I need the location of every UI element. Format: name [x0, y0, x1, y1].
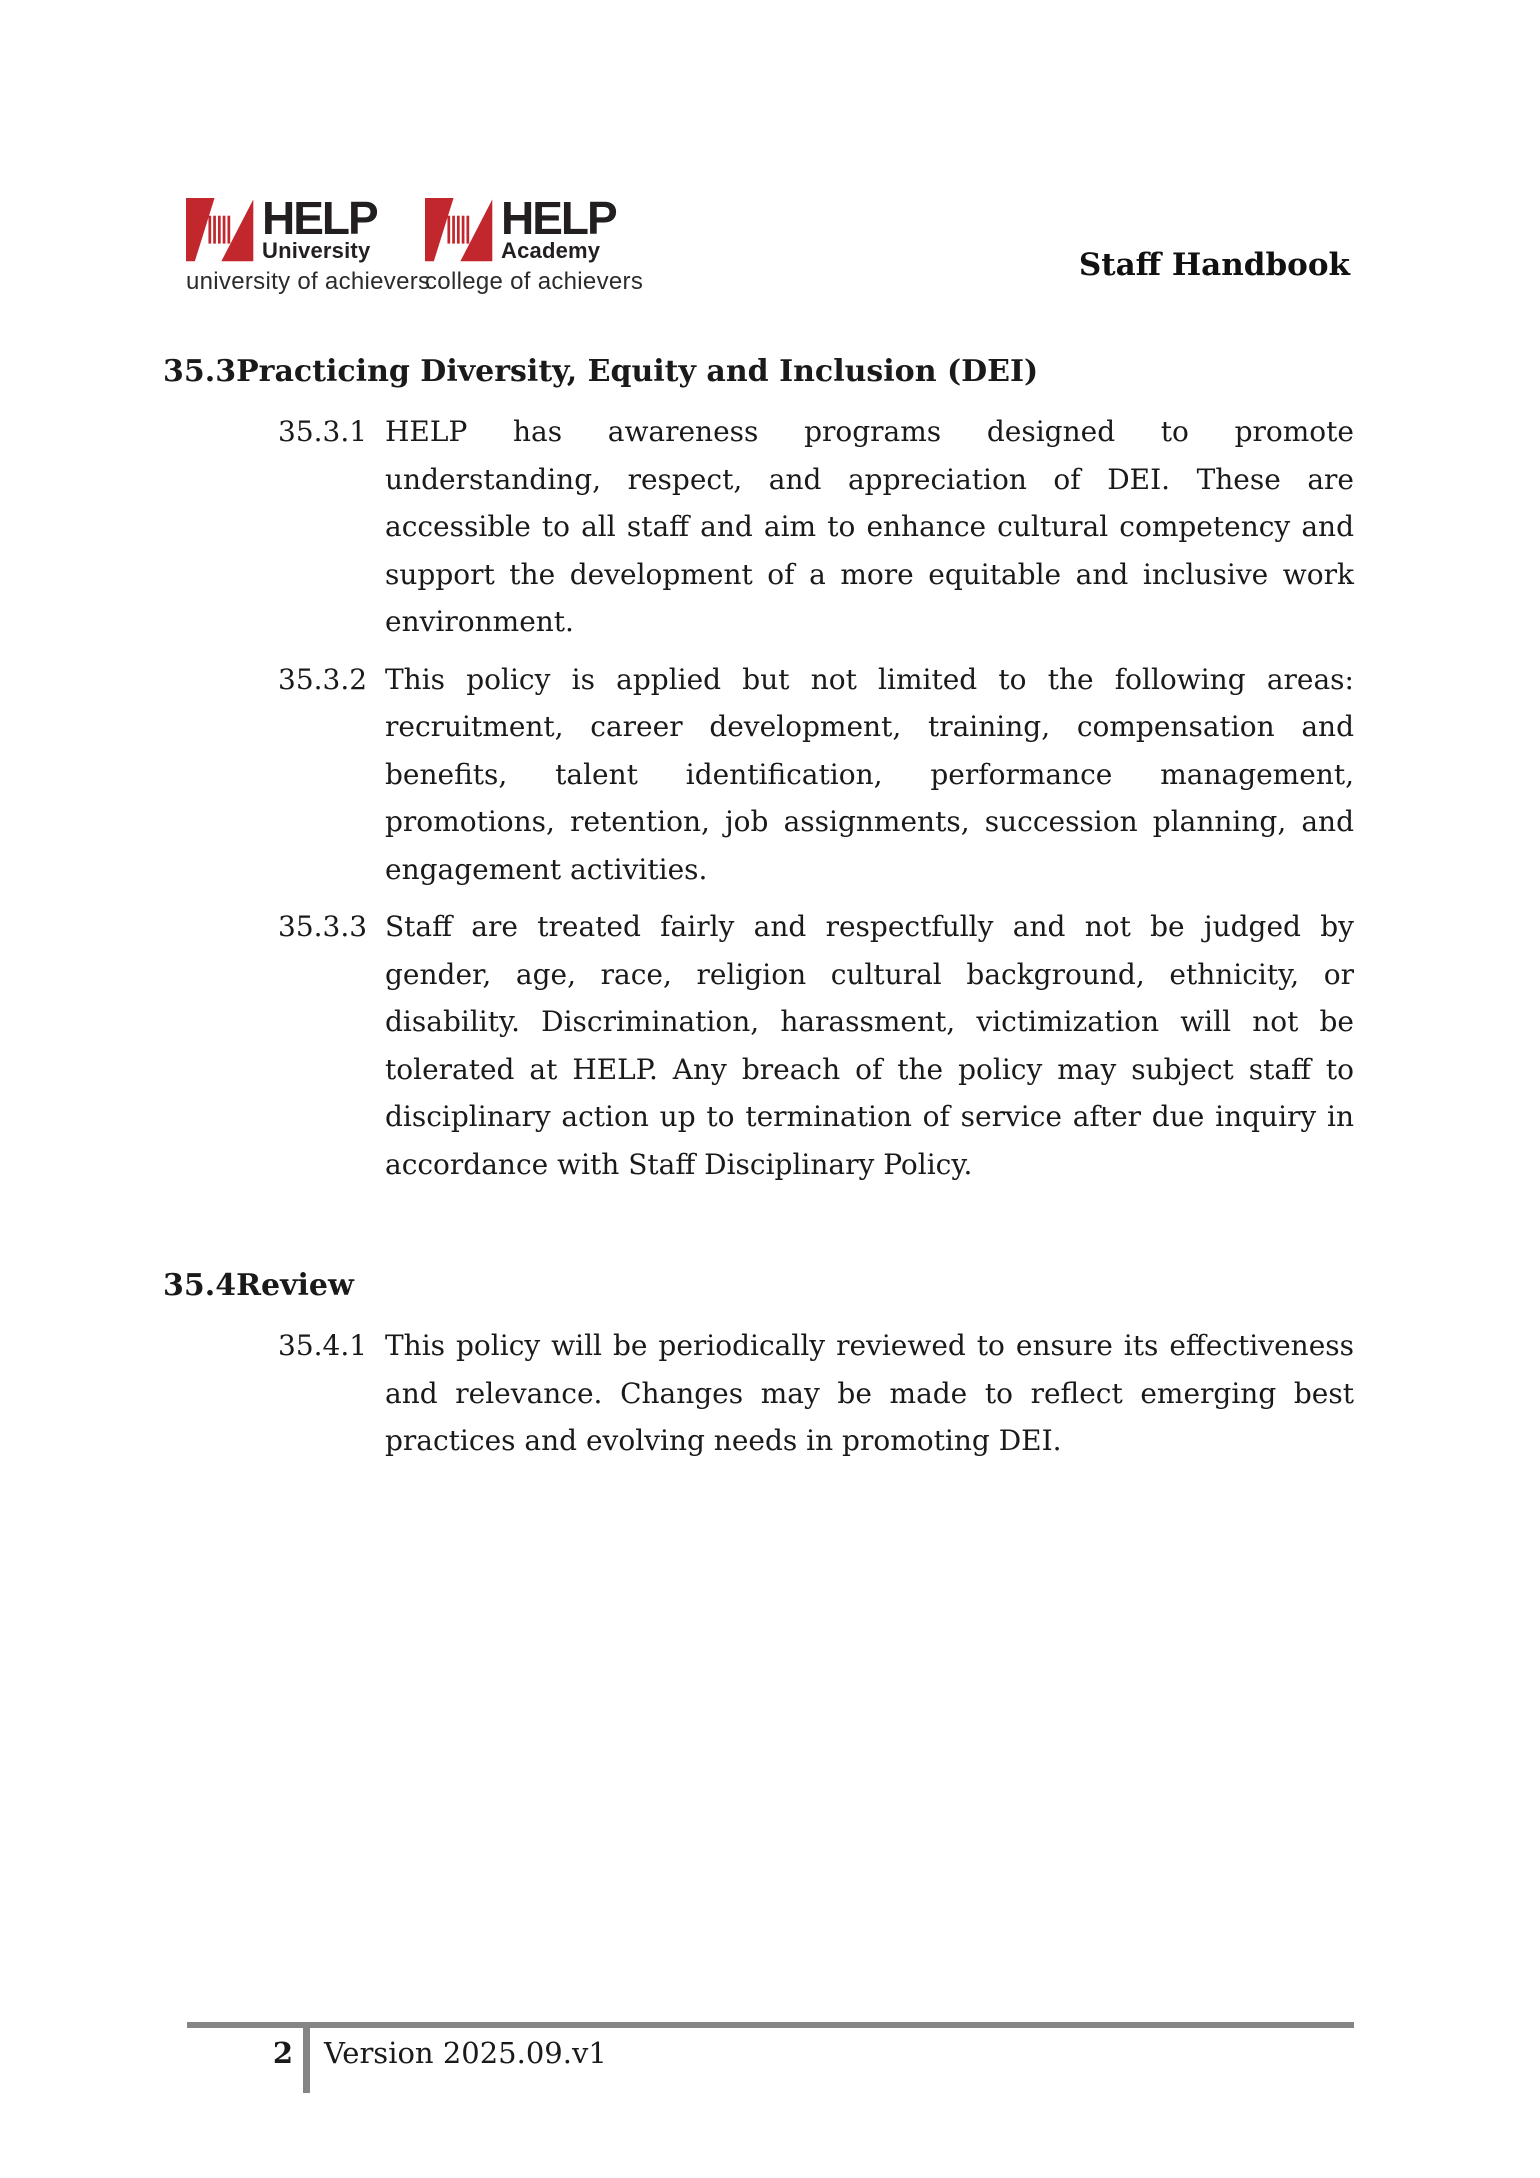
logo-tagline: university of achievers: [186, 268, 431, 295]
logo-subname: University: [262, 238, 371, 263]
section-heading: [163, 352, 1354, 392]
help-logo-icon: [425, 197, 493, 263]
section-number: 35.3: [163, 354, 237, 389]
footer-divider: [303, 2022, 310, 2093]
section-35-4: [163, 1266, 1354, 1465]
footer-rule: [187, 2022, 1354, 2028]
clause-number: 35.4.1: [278, 1329, 368, 1362]
clause-number: 35.3.3: [278, 910, 368, 943]
logo-help-university: [186, 192, 431, 296]
page-number: 2: [272, 2036, 293, 2070]
clause-number: 35.3.2: [278, 662, 368, 696]
section-35-3: [163, 352, 1354, 1188]
section-title: Practicing Diversity, Equity and Inclusion (DEI): [236, 354, 1039, 389]
section-title: Review: [236, 1268, 354, 1303]
version-label: Version 2025.09.v1: [324, 2036, 607, 2070]
clause-35-3-2: [163, 656, 1354, 894]
logo-wordmark: HELP: [262, 192, 377, 244]
logo-help-academy: [425, 192, 644, 296]
clause-number: 35.3.1: [278, 415, 368, 448]
clause-35-4-1: [163, 1322, 1354, 1465]
clause-text: This policy is applied but not limited to the following areas: recruitment, career development, training, compensation and benefits, talent identification, performance management, promotions, retention, job assignments, succession planning, and engagement activities.: [385, 662, 1354, 886]
section-number: 35.4: [163, 1268, 237, 1303]
help-logo-icon: [186, 197, 254, 263]
clause-text: This policy will be periodically reviewed to ensure its effectiveness and relevance. Changes may be made to reflect emerging best practices and evolving needs in promoting DEI.: [385, 1329, 1354, 1457]
logo-wordmark: HELP: [501, 192, 616, 244]
clause-text: HELP has awareness programs designed to promote understanding, respect, and appreciation of DEI. These are accessible to all staff and aim to enhance cultural competency and support the development of a more equitable and inclusive work environment.: [385, 415, 1354, 638]
document-title: Staff Handbook: [1078, 247, 1350, 283]
document-body: [163, 352, 1354, 1475]
section-heading: [163, 1266, 1354, 1306]
clause-text: Staff are treated fairly and respectfully and not be judged by gender, age, race, religion cultural background, ethnicity, or disability. Discrimination, harassment, victimization will not be tolerated at HELP. Any breach of the policy may subject staff to disciplinary action up to termination of service after due inquiry in accordance with Staff Disciplinary Policy.: [385, 910, 1354, 1181]
logo-tagline: college of achievers: [425, 268, 644, 295]
clause-35-3-3: [163, 903, 1354, 1188]
clause-35-3-1: [163, 408, 1354, 646]
logo-subname: Academy: [501, 238, 601, 263]
